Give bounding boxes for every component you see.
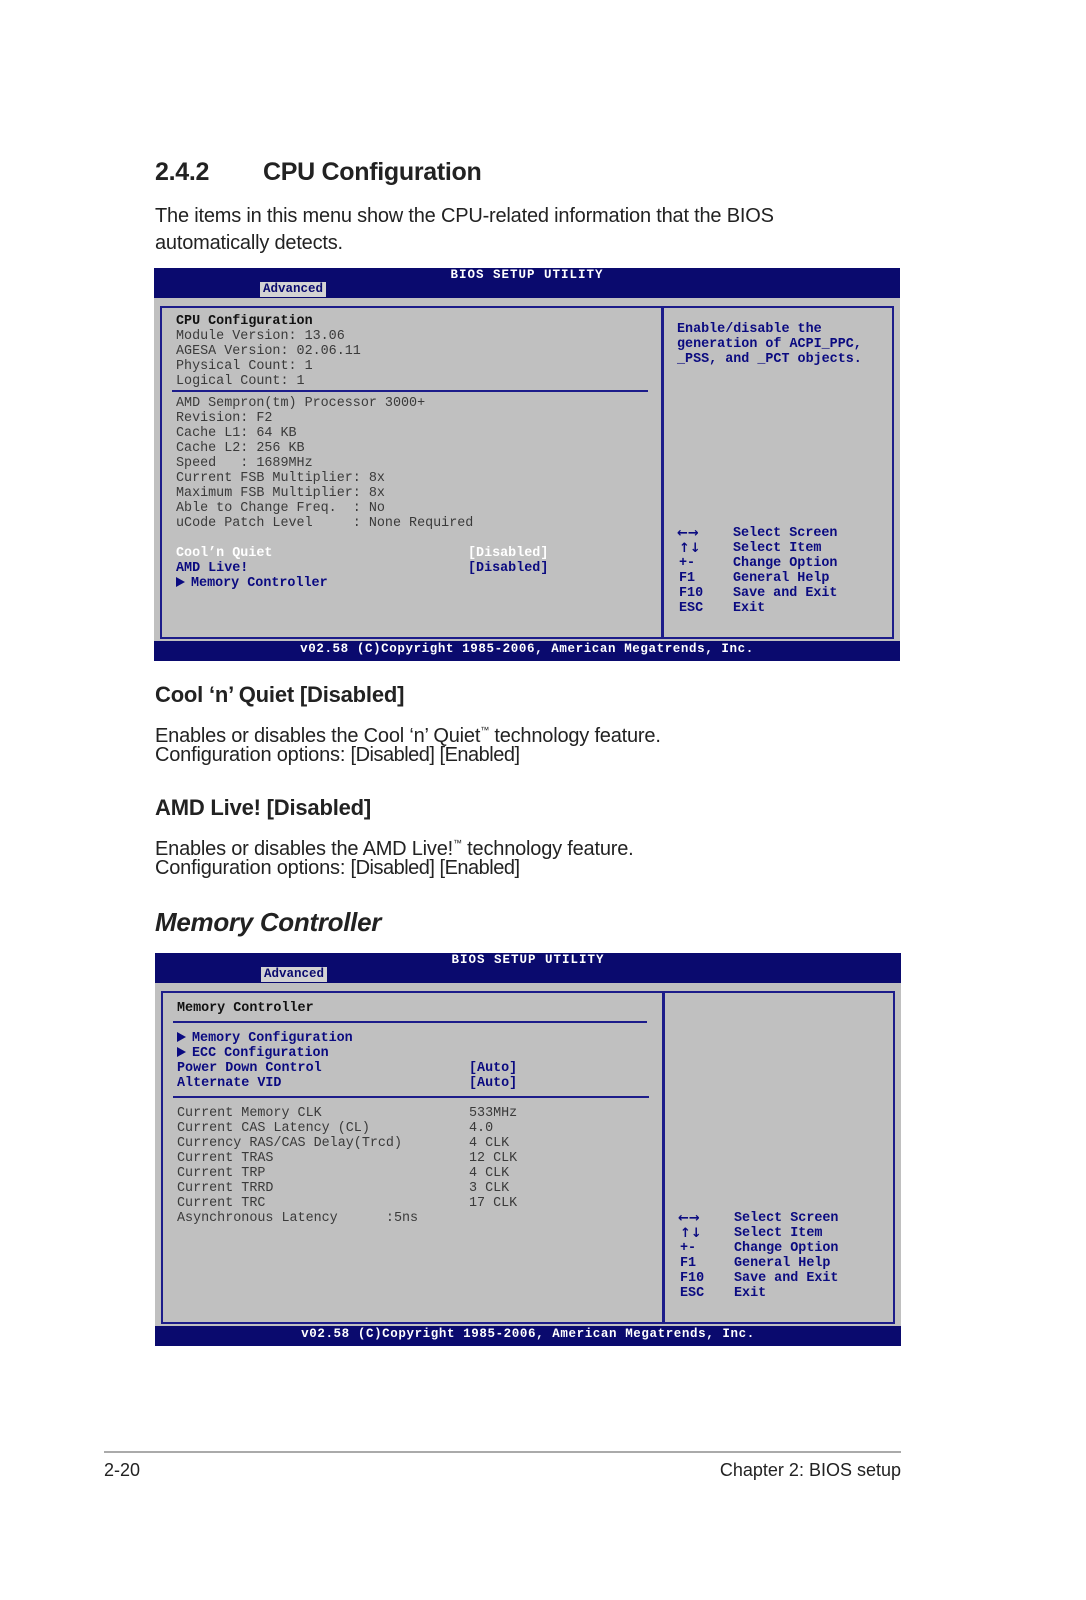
- key-desc: Exit: [734, 1286, 767, 1301]
- key-select-screen: [677, 526, 699, 542]
- chapter-label: Chapter 2: BIOS setup: [719, 1460, 901, 1480]
- submenu-ecc-configuration[interactable]: [177, 1046, 329, 1061]
- status-value: 533MHz: [469, 1106, 518, 1121]
- submenu-arrow-icon: [177, 1032, 186, 1042]
- key-desc: Select Item: [733, 541, 822, 556]
- left-right-arrows-icon: ←→: [677, 526, 699, 541]
- submenu-label: Memory Configuration: [192, 1031, 353, 1046]
- bios-page-heading: CPU Configuration: [176, 314, 313, 329]
- option-value: [Disabled]: [468, 561, 549, 576]
- cpu-line: Cache L2: 256 KB: [176, 441, 305, 456]
- key-desc: Save and Exit: [733, 586, 838, 601]
- left-right-arrows-icon: ←→: [678, 1211, 700, 1226]
- key-change-option: +-: [680, 1241, 697, 1256]
- status-label: Current CAS Latency (CL): [177, 1121, 370, 1136]
- options-label: Configuration options:: [155, 857, 351, 879]
- submenu-memory-configuration[interactable]: [177, 1031, 353, 1046]
- up-down-arrows-icon: ↑↓: [679, 541, 701, 556]
- bios-divider: [173, 1021, 647, 1023]
- bios-screen-cpu-configuration: [154, 268, 900, 661]
- cpu-line: Able to Change Freq. : No: [176, 501, 385, 516]
- amd-live-heading: AMD Live! [Disabled]: [155, 795, 372, 820]
- cpu-line: Current FSB Multiplier: 8x: [176, 471, 385, 486]
- description-text: technology feature.: [489, 725, 661, 747]
- amd-live-options: [155, 857, 520, 880]
- bios-body: [155, 983, 901, 1326]
- option-label: Power Down Control: [177, 1061, 322, 1076]
- cpu-line: uCode Patch Level : None Required: [176, 516, 474, 531]
- status-value: 4 CLK: [469, 1136, 510, 1151]
- submenu-arrow-icon: [176, 577, 185, 587]
- key-select-item: [680, 1226, 702, 1242]
- trademark-symbol: ™: [453, 838, 462, 848]
- status-value: 17 CLK: [469, 1196, 518, 1211]
- cpu-line: Maximum FSB Multiplier: 8x: [176, 486, 385, 501]
- bios-page-heading: Memory Controller: [177, 1001, 314, 1016]
- key-save-exit: F10: [679, 586, 704, 601]
- bios-divider: [172, 390, 648, 392]
- key-desc: General Help: [734, 1256, 831, 1271]
- info-line: AGESA Version: 02.06.11: [176, 344, 361, 359]
- option-label: Alternate VID: [177, 1076, 282, 1091]
- section-heading: [155, 158, 755, 190]
- status-value: 4 CLK: [469, 1166, 510, 1181]
- description-text: Enables or disables the AMD Live!: [155, 838, 454, 860]
- options-label: Configuration options:: [155, 744, 351, 766]
- status-value: 3 CLK: [469, 1181, 510, 1196]
- tab-advanced[interactable]: Advanced: [260, 282, 326, 297]
- info-line: Physical Count: 1: [176, 359, 313, 374]
- cpu-line: Revision: F2: [176, 411, 273, 426]
- key-select-item: [679, 541, 701, 557]
- key-select-screen: [678, 1211, 700, 1227]
- options-values: [Disabled] [Enabled]: [350, 857, 520, 879]
- option-label: Cool’n Quiet: [176, 546, 273, 561]
- key-desc: Select Item: [734, 1226, 823, 1241]
- option-value: [Auto]: [469, 1061, 518, 1076]
- key-save-exit: F10: [680, 1271, 705, 1286]
- key-desc: Save and Exit: [734, 1271, 839, 1286]
- trademark-symbol: ™: [480, 725, 489, 735]
- description-text: Enables or disables the Cool ‘n’ Quiet: [155, 725, 481, 747]
- key-desc: Change Option: [734, 1241, 839, 1256]
- tab-advanced[interactable]: Advanced: [261, 967, 327, 982]
- option-label: AMD Live!: [176, 561, 249, 576]
- section-intro: The items in this menu show the CPU-related information that the BIOS automatically detects.: [155, 205, 774, 254]
- cpu-line: Speed : 1689MHz: [176, 456, 313, 471]
- up-down-arrows-icon: ↑↓: [680, 1226, 702, 1241]
- bios-help-text: Enable/disable the generation of ACPI_PPC, _PSS, and _PCT objects.: [677, 322, 862, 367]
- key-desc: Exit: [733, 601, 766, 616]
- info-line: Logical Count: 1: [176, 374, 305, 389]
- bios-screen-memory-controller: [155, 953, 901, 1346]
- status-label: Current TRC: [177, 1196, 266, 1211]
- status-value: 12 CLK: [469, 1151, 518, 1166]
- cpu-line: Cache L1: 64 KB: [176, 426, 297, 441]
- submenu-label: Memory Controller: [191, 576, 328, 591]
- submenu-label: ECC Configuration: [192, 1046, 329, 1061]
- footer-rule: [104, 1451, 901, 1453]
- cool-n-quiet-options: [155, 744, 520, 767]
- key-change-option: +-: [679, 556, 696, 571]
- key-general-help: F1: [679, 571, 696, 586]
- key-desc: General Help: [733, 571, 830, 586]
- status-label: Current TRRD: [177, 1181, 274, 1196]
- status-label: Current Memory CLK: [177, 1106, 322, 1121]
- memory-controller-heading: Memory Controller: [155, 907, 382, 937]
- bios-copyright-footer: v02.58 (C)Copyright 1985-2006, American Megatrends, Inc.: [301, 1327, 755, 1341]
- async-latency-line: Asynchronous Latency :5ns: [177, 1211, 419, 1226]
- status-label: Currency RAS/CAS Delay(Trcd): [177, 1136, 402, 1151]
- page-number: 2-20: [104, 1460, 141, 1480]
- options-values: [Disabled] [Enabled]: [350, 744, 520, 766]
- section-number: 2.4.2: [155, 158, 210, 186]
- key-desc: Select Screen: [733, 526, 838, 541]
- bios-utility-title: BIOS SETUP UTILITY: [451, 953, 605, 967]
- bios-divider: [173, 1096, 649, 1098]
- submenu-memory-controller[interactable]: [176, 576, 328, 591]
- info-line: Module Version: 13.06: [176, 329, 345, 344]
- key-exit: ESC: [680, 1286, 705, 1301]
- section-title: CPU Configuration: [263, 158, 482, 186]
- cool-n-quiet-heading: Cool ‘n’ Quiet [Disabled]: [155, 682, 405, 707]
- status-value: 4.0: [469, 1121, 494, 1136]
- option-value: [Auto]: [469, 1076, 518, 1091]
- key-desc: Change Option: [733, 556, 838, 571]
- key-desc: Select Screen: [734, 1211, 839, 1226]
- bios-copyright-footer: v02.58 (C)Copyright 1985-2006, American Megatrends, Inc.: [300, 642, 754, 656]
- option-value: [Disabled]: [468, 546, 549, 561]
- key-exit: ESC: [679, 601, 704, 616]
- cpu-line: AMD Sempron(tm) Processor 3000+: [176, 396, 426, 411]
- key-general-help: F1: [680, 1256, 697, 1271]
- status-label: Current TRAS: [177, 1151, 274, 1166]
- bios-body: [154, 298, 900, 641]
- bios-utility-title: BIOS SETUP UTILITY: [450, 268, 604, 282]
- status-label: Current TRP: [177, 1166, 266, 1181]
- submenu-arrow-icon: [177, 1047, 186, 1057]
- description-text: technology feature.: [461, 838, 634, 860]
